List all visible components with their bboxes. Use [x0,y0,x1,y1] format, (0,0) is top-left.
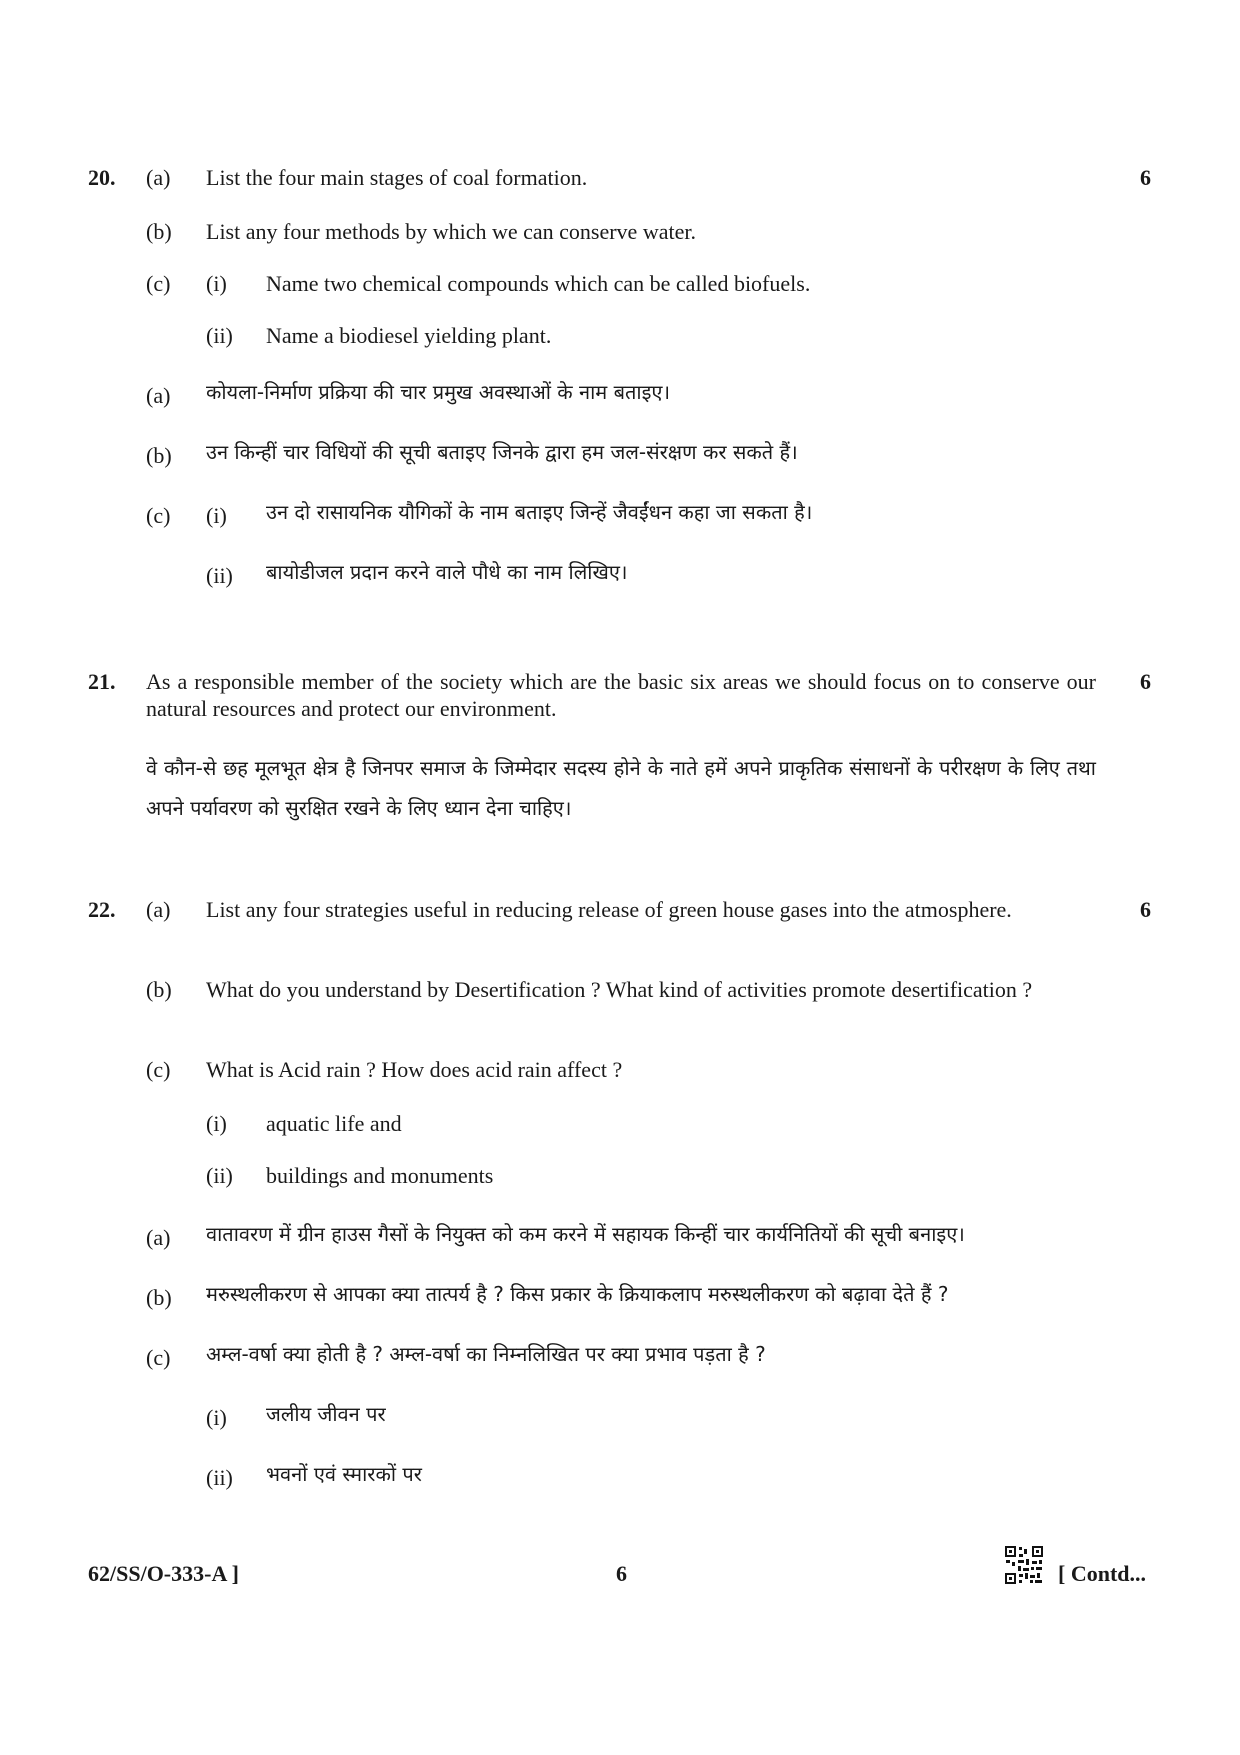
q22-marks: 6 [1140,897,1151,922]
q20-a-text-hi: कोयला-निर्माण प्रक्रिया की चार प्रमुख अवस्थाओं के नाम बताइए। [206,380,671,404]
qr-code-icon [1004,1545,1044,1585]
q22-c-label: (c) [146,1057,171,1082]
q22-b-label-hi: (b) [146,1285,172,1310]
page-number: 6 [616,1561,627,1586]
q22-b-text-hi: मरुस्थलीकरण से आपका क्या तात्पर्य है ? किस प्रकार के क्रियाकलाप मरुस्थलीकरण को बढ़ावा देते हैं ? [206,1282,949,1306]
q22-b-text: What do you understand by Desertification ? What kind of activities promote desertification ? [206,977,1033,1002]
q22-c-label-hi: (c) [146,1345,171,1370]
q20-cii-text: Name a biodiesel yielding plant. [266,323,552,348]
q22-c-text-hi: अम्ल-वर्षा क्या होती है ? अम्ल-वर्षा का निम्नलिखित पर क्या प्रभाव पड़ता है ? [206,1342,766,1366]
q20-cii-text-hi: बायोडीजल प्रदान करने वाले पौधे का नाम लिखिए। [266,560,628,584]
q20-marks: 6 [1140,165,1151,190]
q22-a-text: List any four strategies useful in reducing release of green house gases into the atmosphere. [206,897,1012,922]
q22-cii-label-hi: (ii) [206,1465,233,1490]
q20-b-label: (b) [146,219,172,244]
q20-cii-label-hi: (ii) [206,563,233,588]
q20-number: 20. [88,165,116,190]
q21-marks: 6 [1140,669,1151,694]
q22-ci-text: aquatic life and [266,1111,402,1136]
q20-c-label-hi: (c) [146,503,171,528]
q20-ci-label-hi: (i) [206,503,227,528]
q22-c-text: What is Acid rain ? How does acid rain affect ? [206,1057,623,1082]
q20-ci-text-hi: उन दो रासायनिक यौगिकों के नाम बताइए जिन्हें जैवईंधन कहा जा सकता है। [266,500,813,524]
q21-text: As a responsible member of the society which are the basic six areas we should focus on to conserve our natural resources and protect our environment. [146,669,1096,721]
q22-cii-text: buildings and monuments [266,1163,494,1188]
q20-cii-label: (ii) [206,323,233,348]
q22-ci-label: (i) [206,1111,227,1136]
q20-b-text: List any four methods by which we can conserve water. [206,219,696,244]
q20-ci-text: Name two chemical compounds which can be called biofuels. [266,271,811,296]
q20-a-text: List the four main stages of coal formation. [206,165,588,190]
q22-cii-label: (ii) [206,1163,233,1188]
q20-a-label: (a) [146,165,171,190]
q22-number: 22. [88,897,116,922]
q21-number: 21. [88,669,116,694]
q21-text-hi: वे कौन-से छह मूलभूत क्षेत्र है जिनपर समाज के जिम्मेदार सदस्य होने के नाते हमें अपने प्राकृतिक संसाधनों के परीरक्षण के लिए तथा अपने पर्यावरण को सुरक्षित रखने के लिए ध्यान देना चाहिए। [146,756,1096,820]
q20-c-label: (c) [146,271,171,296]
q20-a-label-hi: (a) [146,383,171,408]
q22-a-label-hi: (a) [146,1225,171,1250]
q22-ci-text-hi: जलीय जीवन पर [266,1402,386,1426]
q22-b-label: (b) [146,977,172,1002]
q20-b-text-hi: उन किन्हीं चार विधियों की सूची बताइए जिनके द्वारा हम जल-संरक्षण कर सकते हैं। [206,440,798,464]
q22-cii-text-hi: भवनों एवं स्मारकों पर [266,1462,422,1486]
q20-ci-label: (i) [206,271,227,296]
paper-code: 62/SS/O-333-A ] [88,1561,239,1586]
q22-ci-label-hi: (i) [206,1405,227,1430]
q22-a-label: (a) [146,897,171,922]
contd-label: [ Contd... [1058,1561,1147,1586]
q22-a-text-hi: वातावरण में ग्रीन हाउस गैसों के नियुक्त को कम करने में सहायक किन्हीं चार कार्यनितियों की सूची बनाइए। [206,1222,965,1246]
q20-b-label-hi: (b) [146,443,172,468]
